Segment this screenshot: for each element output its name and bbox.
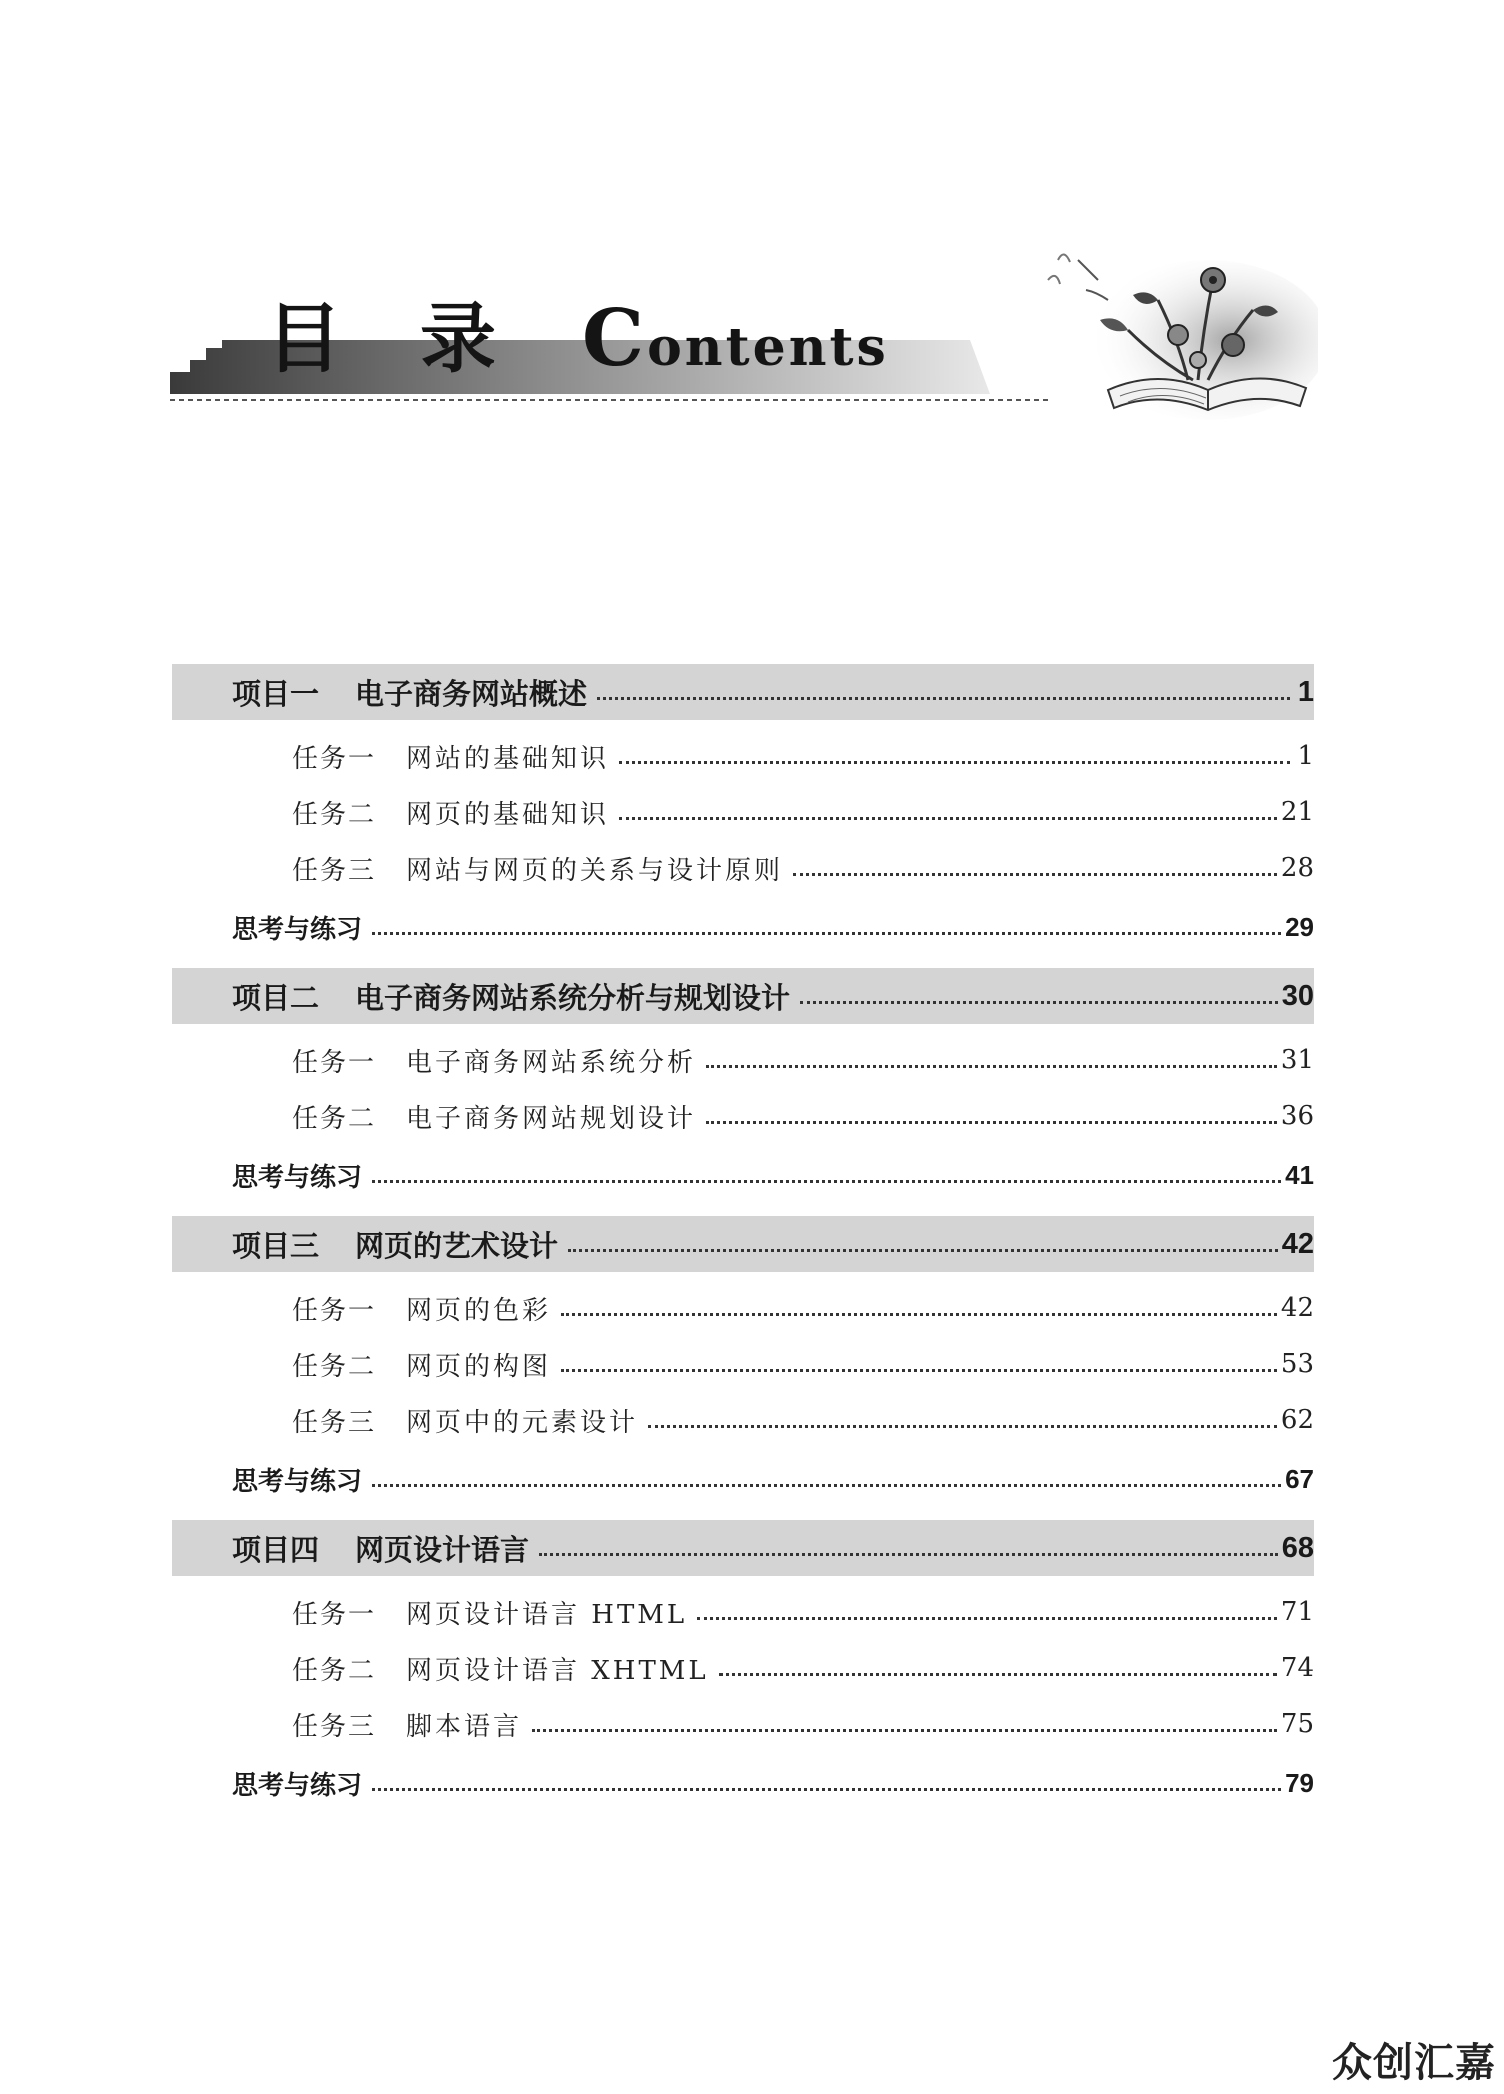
- task-number: 任务一: [292, 1047, 377, 1078]
- toc-task-row[interactable]: [172, 1088, 1314, 1144]
- page-number: 36: [1280, 1101, 1314, 1131]
- dot-leader: [561, 1313, 1277, 1316]
- title-chinese: 目录: [266, 294, 574, 383]
- page-number: 1: [1297, 675, 1314, 708]
- project-number: 项目四: [232, 1534, 320, 1567]
- toc-task-row[interactable]: [172, 1640, 1314, 1696]
- task-number: 任务一: [292, 743, 377, 774]
- table-of-contents: [172, 664, 1314, 1814]
- task-number: 任务二: [292, 1351, 377, 1382]
- page-number: 79: [1285, 1767, 1314, 1798]
- project-title: 网页的艺术设计: [355, 1230, 559, 1263]
- page-number: 42: [1281, 1227, 1314, 1260]
- exercise-title: 思考与练习: [232, 1161, 363, 1192]
- page-number: 75: [1280, 1709, 1314, 1739]
- toc-project-row[interactable]: [172, 968, 1314, 1024]
- page-number: 68: [1281, 1531, 1314, 1564]
- task-title: 网页设计语言 XHTML: [406, 1655, 709, 1686]
- dot-leader: [800, 1001, 1278, 1004]
- toc-task-row[interactable]: [172, 1584, 1314, 1640]
- page-number: 53: [1280, 1349, 1314, 1379]
- exercise-title: 思考与练习: [232, 1465, 363, 1496]
- task-title: 网页设计语言 HTML: [406, 1599, 688, 1630]
- contents-header: [0, 0, 1504, 440]
- dot-leader: [561, 1369, 1277, 1372]
- task-number: 任务三: [292, 1711, 377, 1742]
- dot-leader: [648, 1425, 1277, 1428]
- dot-leader: [532, 1729, 1277, 1732]
- publisher-watermark: 众创汇嘉: [1332, 2040, 1496, 2086]
- dot-leader: [719, 1673, 1277, 1676]
- dot-leader: [372, 932, 1281, 935]
- page-number: 21: [1280, 797, 1314, 827]
- dot-leader: [706, 1065, 1277, 1068]
- dot-leader: [793, 873, 1277, 876]
- page-number: 29: [1285, 911, 1314, 942]
- task-title: 脚本语言: [406, 1711, 523, 1742]
- page-number: 31: [1280, 1045, 1314, 1075]
- toc-project-row[interactable]: [172, 1216, 1314, 1272]
- page-number: 62: [1280, 1405, 1314, 1435]
- page-number: 41: [1285, 1159, 1314, 1190]
- page-number: 1: [1297, 741, 1314, 771]
- task-number: 任务三: [292, 855, 377, 886]
- title-english: Contents: [582, 293, 889, 384]
- dot-leader: [706, 1121, 1277, 1124]
- project-number: 项目二: [232, 982, 320, 1015]
- exercise-title: 思考与练习: [232, 1769, 363, 1800]
- task-title: 网页的构图: [406, 1351, 552, 1382]
- dot-leader: [372, 1180, 1281, 1183]
- toc-task-row[interactable]: [172, 784, 1314, 840]
- exercise-title: 思考与练习: [232, 913, 363, 944]
- page-number: 30: [1281, 979, 1314, 1012]
- toc-task-row[interactable]: [172, 1032, 1314, 1088]
- page-title: [266, 293, 889, 384]
- task-title: 网站与网页的关系与设计原则: [406, 855, 784, 886]
- dot-leader: [619, 761, 1290, 764]
- toc-task-row[interactable]: [172, 1280, 1314, 1336]
- task-title: 网页的基础知识: [406, 799, 610, 830]
- toc-exercise-row[interactable]: [172, 1448, 1314, 1510]
- project-title: 电子商务网站系统分析与规划设计: [355, 982, 791, 1015]
- dot-leader: [697, 1617, 1277, 1620]
- page-number: 74: [1280, 1653, 1314, 1683]
- task-number: 任务二: [292, 799, 377, 830]
- project-number: 项目三: [232, 1230, 320, 1263]
- task-number: 任务二: [292, 1655, 377, 1686]
- book-flower-illustration: [1038, 240, 1318, 420]
- task-title: 网页的色彩: [406, 1295, 552, 1326]
- dot-leader: [568, 1249, 1278, 1252]
- dot-leader: [539, 1553, 1278, 1556]
- page-number: 67: [1285, 1463, 1314, 1494]
- toc-project-row[interactable]: [172, 664, 1314, 720]
- toc-task-row[interactable]: [172, 1392, 1314, 1448]
- project-number: 项目一: [232, 678, 320, 711]
- dot-leader: [372, 1484, 1281, 1487]
- dot-leader: [619, 817, 1277, 820]
- toc-task-row[interactable]: [172, 1696, 1314, 1752]
- task-title: 网站的基础知识: [406, 743, 610, 774]
- toc-project-row[interactable]: [172, 1520, 1314, 1576]
- page-number: 71: [1280, 1597, 1314, 1627]
- toc-exercise-row[interactable]: [172, 896, 1314, 958]
- toc-task-row[interactable]: [172, 840, 1314, 896]
- toc-task-row[interactable]: [172, 1336, 1314, 1392]
- task-title: 网页中的元素设计: [406, 1407, 639, 1438]
- task-number: 任务二: [292, 1103, 377, 1134]
- task-number: 任务三: [292, 1407, 377, 1438]
- page-number: 42: [1280, 1293, 1314, 1323]
- task-number: 任务一: [292, 1599, 377, 1630]
- toc-exercise-row[interactable]: [172, 1752, 1314, 1814]
- project-title: 网页设计语言: [355, 1534, 530, 1567]
- project-title: 电子商务网站概述: [355, 678, 588, 711]
- toc-task-row[interactable]: [172, 728, 1314, 784]
- toc-exercise-row[interactable]: [172, 1144, 1314, 1206]
- task-title: 电子商务网站规划设计: [406, 1103, 697, 1134]
- page-number: 28: [1280, 853, 1314, 883]
- task-number: 任务一: [292, 1295, 377, 1326]
- task-title: 电子商务网站系统分析: [406, 1047, 697, 1078]
- dot-leader: [597, 697, 1290, 700]
- dot-leader: [372, 1788, 1281, 1791]
